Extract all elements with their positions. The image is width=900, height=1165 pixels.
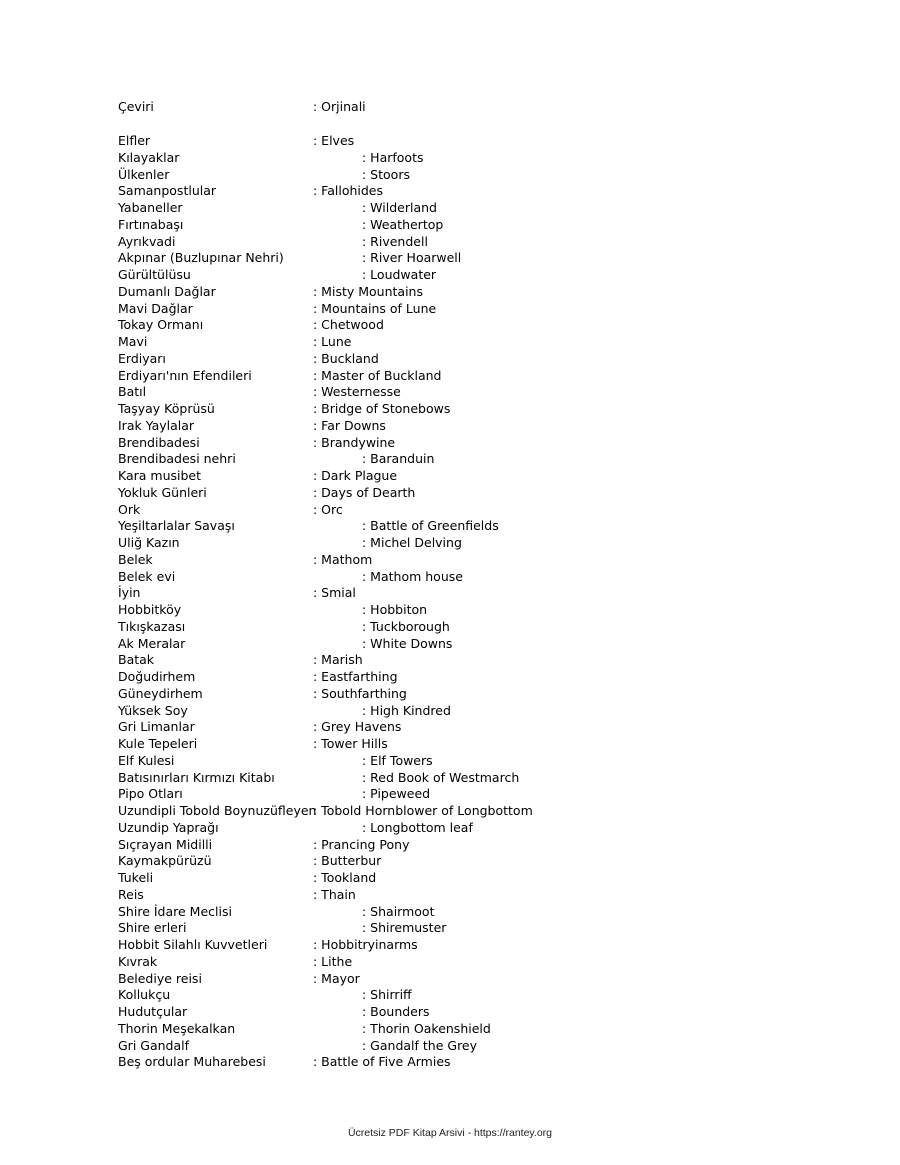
glossary-entry xyxy=(118,802,678,819)
original-term: : Eastfarthing xyxy=(313,669,398,684)
translation-term: Ork xyxy=(118,501,141,517)
glossary-entry xyxy=(118,450,678,467)
original-term: : Misty Mountains xyxy=(313,283,423,299)
translation-term: Tıkışkazası xyxy=(118,618,186,634)
original-term: : Lune xyxy=(313,334,352,349)
translation-term: Thorin Meşekalkan xyxy=(118,1020,236,1036)
original-term: : Wilderland xyxy=(362,200,437,215)
translation-term: Doğudirhem xyxy=(118,669,196,684)
original-term: : Days of Dearth xyxy=(313,484,416,500)
glossary-entry xyxy=(118,166,678,183)
translation-term: Shire İdare Meclisi xyxy=(118,903,232,919)
translation-term: Mavi xyxy=(118,334,148,349)
original-term: : Chetwood xyxy=(313,317,384,333)
original-term: : Far Downs xyxy=(313,417,386,433)
original-term: : Southfarthing xyxy=(313,685,407,701)
original-term: : Fallohides xyxy=(313,183,384,199)
glossary-entry xyxy=(118,1037,678,1054)
translation-term: Erdiyarı'nın Efendileri xyxy=(118,367,252,383)
translation-term: Batıl xyxy=(118,384,147,400)
original-term: : White Downs xyxy=(362,635,453,651)
glossary-entry xyxy=(118,986,678,1003)
translation-term: Kaymakpürüzü xyxy=(118,853,212,869)
glossary-entry xyxy=(118,517,678,534)
translation-term: Pipo Otları xyxy=(118,786,183,802)
glossary-entry xyxy=(118,702,678,719)
glossary-entry xyxy=(118,769,678,786)
translation-term: Akpınar (Buzlupınar Nehri) xyxy=(118,250,284,266)
translation-term: Yokluk Günleri xyxy=(118,484,207,500)
glossary-entry xyxy=(118,919,678,936)
glossary-entry xyxy=(118,953,678,970)
glossary-entry xyxy=(118,434,678,451)
glossary-entry xyxy=(118,970,678,987)
original-term: : Mathom xyxy=(313,551,373,567)
original-term: : Mathom house xyxy=(362,568,463,584)
glossary-entry xyxy=(118,367,678,384)
original-term: : Longbottom leaf xyxy=(362,819,473,835)
glossary-entry xyxy=(118,333,678,350)
original-term: : Thorin Oakenshield xyxy=(362,1020,491,1036)
glossary-entry xyxy=(118,501,678,518)
glossary-entry xyxy=(118,199,678,216)
translation-term: Ülkenler xyxy=(118,166,170,182)
original-term: : Mayor xyxy=(313,970,360,986)
glossary-entry xyxy=(118,350,678,367)
translation-term: Güneydirhem xyxy=(118,685,203,701)
original-term: : Harfoots xyxy=(362,149,424,165)
original-term: : Elves xyxy=(313,133,355,148)
glossary-entry xyxy=(118,752,678,769)
original-term: : Shairmoot xyxy=(362,903,435,919)
glossary-entry xyxy=(118,316,678,333)
header-translation: Çeviri xyxy=(118,99,154,114)
original-term: : Battle of Greenfields xyxy=(362,518,499,534)
translation-term: Samanpostlular xyxy=(118,183,217,199)
glossary-entry xyxy=(118,852,678,869)
original-term: : Stoors xyxy=(362,166,410,182)
original-term: : Grey Havens xyxy=(313,719,402,735)
original-term: : River Hoarwell xyxy=(362,250,462,266)
glossary-entry xyxy=(118,936,678,953)
original-term: : Prancing Pony xyxy=(313,836,410,852)
glossary-entry xyxy=(118,300,678,317)
translation-term: Tokay Ormanı xyxy=(118,317,204,333)
glossary-entry xyxy=(118,601,678,618)
translation-term: Hobbitköy xyxy=(118,602,182,617)
original-term: : Orc xyxy=(313,501,343,517)
column-header xyxy=(118,98,678,115)
translation-term: Hudutçular xyxy=(118,1004,188,1019)
original-term: : Hobbitryinarms xyxy=(313,937,418,952)
translation-term: Beş ordular Muharebesi xyxy=(118,1054,266,1070)
original-term: : Thain xyxy=(313,886,356,902)
glossary-entry xyxy=(118,618,678,635)
translation-term: Shire erleri xyxy=(118,920,187,936)
glossary-entry xyxy=(118,903,678,920)
original-term: : Shirriff xyxy=(362,987,412,1003)
footer-text: Ücretsiz PDF Kitap Arsivi - https://rantey.org xyxy=(347,1127,553,1139)
glossary-entry xyxy=(118,836,678,853)
translation-term: Yeşiltarlalar Savaşı xyxy=(118,518,235,534)
translation-term: Batak xyxy=(118,652,155,668)
original-term: : Mountains of Lune xyxy=(313,300,437,316)
original-term: : High Kindred xyxy=(362,702,451,718)
original-term: : Westernesse xyxy=(313,384,401,400)
glossary-entry xyxy=(118,1053,678,1070)
translation-term: Belek evi xyxy=(118,568,176,584)
glossary-entry xyxy=(118,584,678,601)
glossary-entry xyxy=(118,149,678,166)
original-term: : Marish xyxy=(313,652,363,668)
translation-term: Reis xyxy=(118,886,144,902)
original-term: : Smial xyxy=(313,585,356,601)
original-term: : Lithe xyxy=(313,953,353,969)
translation-term: Yabaneller xyxy=(118,200,183,215)
translation-term: Gri Limanlar xyxy=(118,719,195,735)
translation-term: Dumanlı Dağlar xyxy=(118,283,216,299)
glossary-entry xyxy=(118,283,678,300)
translation-term: Kule Tepeleri xyxy=(118,736,198,751)
original-term: : Buckland xyxy=(313,350,379,366)
original-term: : Tower Hills xyxy=(313,736,388,751)
glossary-entry xyxy=(118,400,678,417)
translation-term: Ayrıkvadi xyxy=(118,233,176,249)
original-term: : Red Book of Westmarch xyxy=(362,769,520,785)
glossary-entry xyxy=(118,182,678,199)
translation-term: Kollukçu xyxy=(118,987,171,1003)
original-term: : Butterbur xyxy=(313,853,382,869)
translation-term: İyin xyxy=(118,585,141,601)
glossary-entry xyxy=(118,685,678,702)
original-term: : Pipeweed xyxy=(362,786,431,802)
translation-term: Elf Kulesi xyxy=(118,752,175,768)
original-term: : Weathertop xyxy=(362,216,444,232)
original-term: : Tobold Hornblower of Longbottom xyxy=(313,803,533,818)
glossary-entry xyxy=(118,869,678,886)
glossary-entry xyxy=(118,551,678,568)
original-term: : Rivendell xyxy=(362,233,428,249)
original-term: : Michel Delving xyxy=(362,535,462,550)
original-term: : Battle of Five Armies xyxy=(313,1054,451,1070)
original-term: : Bounders xyxy=(362,1004,430,1019)
original-term: : Tookland xyxy=(313,870,377,885)
translation-term: Yüksek Soy xyxy=(118,702,188,718)
translation-term: Ak Meralar xyxy=(118,635,186,651)
glossary-entry xyxy=(118,233,678,250)
original-term: : Elf Towers xyxy=(362,752,433,768)
glossary-entry xyxy=(118,534,678,551)
glossary-entry xyxy=(118,819,678,836)
translation-term: Kıvrak xyxy=(118,953,158,969)
glossary-entry xyxy=(118,668,678,685)
translation-term: Uzundipli Tobold Boynuzüfleyen xyxy=(118,803,317,818)
glossary-entry xyxy=(118,216,678,233)
glossary-entry xyxy=(118,266,678,283)
translation-term: Mavi Dağlar xyxy=(118,300,193,316)
original-term: : Brandywine xyxy=(313,434,396,450)
glossary-entry xyxy=(118,132,678,149)
translation-term: Erdiyarı xyxy=(118,350,166,366)
translation-term: Hobbit Silahlı Kuvvetleri xyxy=(118,937,268,952)
glossary-entry xyxy=(118,735,678,752)
header-original: : Orjinali xyxy=(313,99,366,114)
original-term: : Dark Plague xyxy=(313,468,398,483)
original-term: : Loudwater xyxy=(362,267,437,282)
original-term: : Shiremuster xyxy=(362,920,447,936)
translation-term: Fırtınabaşı xyxy=(118,216,184,232)
translation-term: Uliğ Kazın xyxy=(118,535,180,550)
translation-term: Elfler xyxy=(118,133,151,148)
translation-term: Taşyay Köprüsü xyxy=(118,401,215,416)
glossary-entry xyxy=(118,1003,678,1020)
original-term: : Baranduin xyxy=(362,451,435,467)
glossary-entry xyxy=(118,417,678,434)
glossary-entry xyxy=(118,1020,678,1037)
original-term: : Gandalf the Grey xyxy=(362,1037,478,1053)
translation-term: Kılayaklar xyxy=(118,149,180,165)
glossary-entry xyxy=(118,249,678,266)
original-term: : Master of Buckland xyxy=(313,367,442,383)
translation-term: Gürültülüsu xyxy=(118,267,191,282)
translation-term: Brendibadesi xyxy=(118,434,200,450)
original-term: : Bridge of Stonebows xyxy=(313,401,451,416)
glossary-entry xyxy=(118,484,678,501)
glossary-entry xyxy=(118,467,678,484)
translation-term: Kara musibet xyxy=(118,468,202,483)
translation-term: Sıçrayan Midilli xyxy=(118,836,213,852)
glossary-entry xyxy=(118,785,678,802)
translation-term: Belediye reisi xyxy=(118,970,202,986)
original-term: : Tuckborough xyxy=(362,618,450,634)
translation-term: Batısınırları Kırmızı Kitabı xyxy=(118,769,275,785)
translation-term: Brendibadesi nehri xyxy=(118,451,236,467)
translation-term: Tukeli xyxy=(118,870,154,885)
glossary-entry xyxy=(118,635,678,652)
glossary-entry xyxy=(118,383,678,400)
translation-term: Uzundip Yaprağı xyxy=(118,819,219,835)
original-term: : Hobbiton xyxy=(362,602,428,617)
translation-term: Gri Gandalf xyxy=(118,1037,190,1053)
glossary-entry xyxy=(118,886,678,903)
translation-term: Irak Yaylalar xyxy=(118,417,195,433)
translation-term: Belek xyxy=(118,551,153,567)
glossary-entry xyxy=(118,651,678,668)
glossary-entry xyxy=(118,568,678,585)
glossary-entry xyxy=(118,718,678,735)
